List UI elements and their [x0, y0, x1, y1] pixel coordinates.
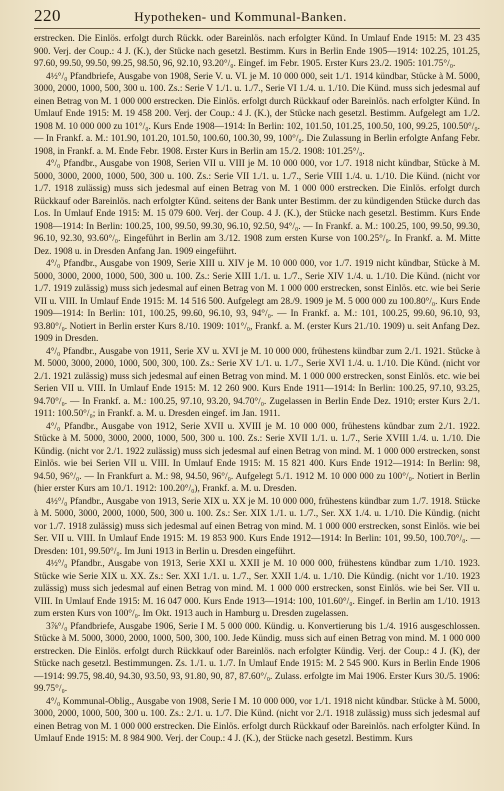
paragraph: 4°/₀ Pfandbr., Ausgabe von 1911, Serie XV u. XVI je M. 10 000 000, frühestens kündbar zum 2./1. 1921. Stücke à M. 5000, 3000, 2000, 1000, 500, 300, 100. Zs.: Serie XV 1./1. u. 1./7., Serie XVI 1./4. u. 1./10. Die Künd. (nicht vor 2./1. 1921 zulässig) muss sich jedesmal auf einen Betrag von mind. M. 1 000 000 erstrecken, sonst Einlös. etc. wie bei Serien VII u. VIII. In Umlauf Ende 1915: M. 12 260 900. Kurs Ende 1911—1914: In Berlin: 100.25, 97.10, 93.25, 94.70°/₀. — In Frankf. a. M.: 100.25, 97.10, 93.20, 94.70°/₀. Zugelassen in Berlin Ende Dez. 1910; erster Kurs 2./1. 1911: 100.50°/₀; in Frankf. a. M. u. Dresden eingef. im Jan. 1911.	[34, 346, 480, 419]
paragraph: 4½°/₀ Pfandbriefe, Ausgabe von 1908, Serie V. u. VI. je M. 10 000 000, seit 1./1. 1914 kündbar, Stücke à M. 5000, 3000, 2000, 1000, 500, 300 u. 100. Zs.: Serie V 1./1. u. 1./7., Serie VI 1./4. u. 1./10. Die Künd. muss sich jedesmal auf einen Betrag von M. 1 000 000 erstrecken. Die Einlös. erfolgt durch Rückkauf oder Bareinlös. nach erfolgter Künd. In Umlauf Ende 1915: M. 19 458 200. Verj. der Coup.: 4 J. (K.), der Stücke nach gesetzl. Bestimm. Aufgelegt am 1./2. 1908 M. 10 000 000 zu 101°/₀. Kurs Ende 1908—1914: In Berlin: 102, 101.50, 101.25, 100.50, 100, 99.25, 100.50°/₀. — In Frankf. a. M.: 101.90, 101.20, 101.50, 100.60, 100.30, 99, 100°/₀. Die Zulassung in Berlin erfolgte Anfang Febr. 1908, in Frankf. a. M. Ende Febr. 1908. Erster Kurs in Berlin am 15./2. 1908: 101.25°/₀.	[34, 71, 480, 157]
paragraph: 3⅞°/₀ Pfandbriefe, Ausgabe 1906, Serie I M. 5 000 000. Kündig. u. Konvertierung bis 1./4. 1916 ausgeschlossen. Stücke à M. 5000, 3000, 2000, 1000, 500, 300, 100. Jede Kündig. muss sich auf einen Betrag von mind. M. 1 000 000 erstrecken. Die Einlös. erfolgt durch Rückkauf oder Bareinlös. nach erfolgter Kündig. Verj. der Coup.: 4 J. (K), der Stücke nach gesetzl. Bestimmungen. Zs. 1./1. u. 1./7. In Umlauf Ende 1915: M. 2 545 900. Kurs in Berlin Ende 1906—1914: 99.75, 98.40, 94.30, 93.50, 93, 91.80, 90, 87, 87.60°/₀. Zulass. erfolgte im Mai 1906. Erster Kurs 30./5. 1906: 99.75°/₀.	[34, 621, 480, 694]
paragraph: 4½°/₀ Pfandbr., Ausgabe von 1913, Serie XXI u. XXII je M. 10 000 000, frühestens kündbar zum 1./10. 1923. Stücke wie Serie XIX u. XX. Zs.: Ser. XXI 1./1. u. 1./7., Ser. XXII 1./4. u. 1./10. Die Kündig. (nicht vor 1./10. 1923 zulässig) muss sich jedesmal auf einen Betrag von mind. M. 1 000 000 erstrecken, sonst Einlös. wie bei Ser. VII u. VIII. In Umlauf Ende 1915: M. 16 047 000. Kurs Ende 1913—1914: 100, 101.60°/₀. Eingef. in Berlin am 1./10. 1913 zum ersten Kurs von 100°/₀. Im Okt. 1913 auch in Hamburg u. Dresden zugelassen.	[34, 559, 480, 619]
paragraph: 4°/₀ Pfandbr., Ausgabe von 1909, Serie XIII u. XIV je M. 10 000 000, vor 1./7. 1919 nicht kündbar, Stücke à M. 5000, 3000, 2000, 1000, 500, 300 u. 100. Zs.: Serie XIII 1./1. u. 1./7., Serie XIV 1./4. u. 1./10. Die Künd. (nicht vor 1./7. 1919 zulässig) muss sich jedesmal auf einen Betrag von M. 1 000 000 erstrecken, sonst Einlös. etc. wie bei Serie VII u. VIII. In Umlauf Ende 1915: M. 14 516 500. Aufgelegt am 28./9. 1909 je M. 5 000 000 zu 100.80°/₀. Kurs Ende 1909—1914: In Berlin: 101, 100.25, 99.60, 96.10, 93, 94°/₀. — In Frankf. a. M.: 101, 100.25, 99.60, 96.10, 93, 93.80°/₀. Notiert in Berlin erster Kurs 8./10. 1909: 101°/₀, Frankf. a. M. (erster Kurs 21./10. 1909) u. seit Anfang Dez. 1909 in Dresden.	[34, 259, 480, 344]
paragraph: erstrecken. Die Einlös. erfolgt durch Rückk. oder Bareinlös. nach erfolgter Künd. In Umlauf Ende 1915: M. 23 435 900. Verj. der Coup.: 4 J. (K.), der Stücke nach gesetzl. Bestimm. Kurs in Berlin Ende 1905—1914: 102.25, 101.25, 97.60, 99.50, 99.50, 99.25, 98.50, 96, 92.10, 93.20°/₀. Eingef. im Febr. 1905. Erster Kurs 23./2. 1905: 101.75°/₀.	[34, 34, 480, 69]
running-head	[34, 6, 480, 29]
paragraph: 4°/₀ Pfandbr., Ausgabe von 1908, Serien VII u. VIII je M. 10 000 000, vor 1./7. 1918 nicht kündbar, Stücke à M. 5000, 3000, 2000, 1000, 500, 300 u. 100. Zs.: Serie VII 1./1. u. 1./7., Serie VIII 1./4. u. 1./10. Die Künd. (nicht vor 1./7. 1918 zulässig) muss sich jedesmal auf einen Betrag von M. 1 000 000 erstrecken. Die Einlös. erfolgt durch Rückkauf oder Bareinlös. nach erfolgter Künd. seitens der Bank unter Bestimm. der zu kündigenden Stücke durch das Los. In Umlauf Ende 1915: M. 15 079 600. Verj. der Coup. 4 J. (K.), der Stücke nach gesetzl. Bestimm. Kurs Ende 1908—1914: In Berlin: 100.25, 100, 99.50, 99.30, 96.10, 92.50, 94°/₀. — In Frankf. a. M.: 100.25, 100, 99.50, 99.30, 96.10, 92.30, 93.60°/₀. Eingeführt in Berlin am 3./12. 1908 zum ersten Kurse von 100.25°/₀. In Frankf. a. M. Mitte Dez. 1908 u. in Dresden Anfang Jan. 1909 eingeführt.	[34, 159, 480, 257]
paragraph: 4½°/₀ Pfandbr., Ausgabe von 1913, Serie XIX u. XX je M. 10 000 000, frühestens kündbar zum 1./7. 1918. Stücke à M. 5000, 3000, 2000, 1000, 500, 300 u. 100. Zs.: Ser. XIX 1./1. u. 1./7., Ser. XX 1./4. u. 1./10. Die Kündig. (nicht vor 1./7. 1918 zulässig) muss sich jedesmal auf einen Betrag von mind. M. 1 000 000 erstrecken, sonst Einlös. wie bei Ser. VII u. VIII. In Umlauf Ende 1915: M. 19 853 900. Kurs Ende 1912—1914: In Berlin: 101, 99.50, 100.70°/₀. — Dresden: 101, 99.50°/₀. Im Juni 1913 in Berlin u. Dresden eingeführt.	[34, 496, 480, 557]
paragraph: 4°/₀ Kommunal-Oblig., Ausgabe von 1908, Serie I M. 10 000 000, vor 1./1. 1918 nicht kündbar. Stücke à M. 5000, 3000, 2000, 1000, 500, 300 u. 100. Zs.: 2./1. u. 1./7. Die Künd. (nicht vor 2./1. 1918 zulässig) muss sich jedesmal auf einen Betrag von M. 1 000 000 erstrecken. Die Einlös. erfolgt durch Rückkauf oder Bareinlös. nach erfolgter Künd. In Umlauf Ende 1915: M. 8 984 900. Verj. der Coup.: 4 J. (K.), der Stücke nach gesetzl. Bestimm. Kurs	[34, 696, 480, 744]
body-text	[34, 33, 480, 746]
page-number: 220	[34, 6, 61, 25]
running-title: Hypotheken- und Kommunal-Banken.	[134, 9, 347, 24]
paragraph: 4°/₀ Pfandbr., Ausgabe von 1912, Serie XVII u. XVIII je M. 10 000 000, frühestens kündbar zum 2./1. 1922. Stücke à M. 5000, 3000, 2000, 1000, 500, 300 u. 100. Zs.: Serie XVII 1./1. u. 1./7., Serie XVIII 1./4. u. 1./10. Die Kündig. (nicht vor 2./1. 1922 zulässig) muss sich jedesmal auf einen Betrag von mind. M. 1 000 000 erstrecken, sonst Einlös. wie bei Serien VII u. VIII. In Umlauf Ende 1915: M. 15 821 400. Kurs Ende 1912—1914: In Berlin: 98, 94.50, 96°/₀. — In Frankfurt a. M.: 98, 94.50, 96°/₀. Aufgelegt 5./1. 1912 M. 10 000 000 zu 100°/₀. Notiert in Berlin (hier erster Kurs am 10./1. 1912: 100.20°/₀), Frankf. a. M. u. Dresden.	[34, 421, 480, 494]
